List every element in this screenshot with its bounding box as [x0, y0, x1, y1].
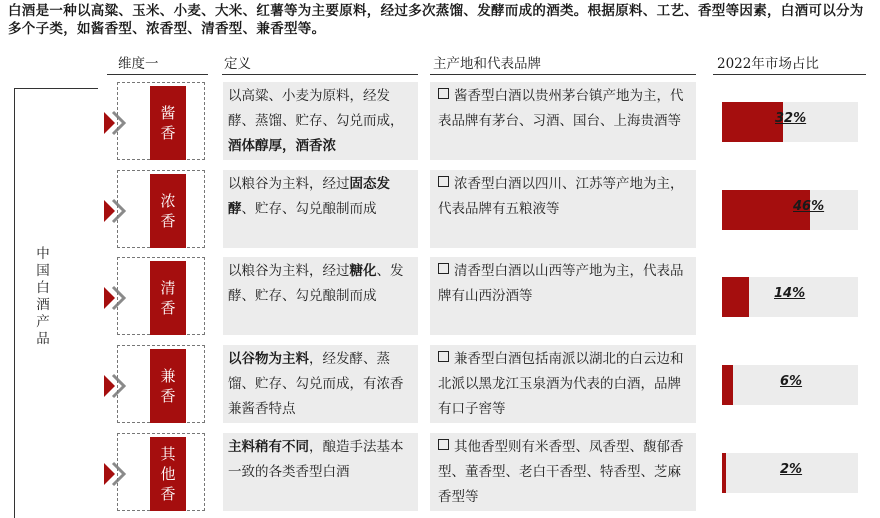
definition-cell: [223, 433, 418, 511]
definition-text: 酒体醇厚，酒香浓: [228, 138, 336, 154]
header-divider: [713, 74, 866, 75]
category-badge: [150, 261, 186, 335]
share-value-label: 2%: [780, 462, 803, 477]
header-divider: [222, 74, 418, 75]
category-name: 酱香: [160, 104, 176, 142]
definition-text: 、发酵、贮存、勾兑酿制而成: [228, 263, 404, 304]
definition-text: ，酿造手法基本一致的各类香型白酒: [228, 439, 404, 480]
definition-cell: [223, 82, 418, 160]
origin-cell: [430, 345, 696, 423]
origin-text: 酱香型白酒以贵州茅台镇产地为主，代表品牌有茅台、习酒、国台、上海贵酒等: [438, 88, 684, 129]
checkbox-bullet-icon: [438, 88, 449, 99]
checkbox-bullet-icon: [438, 176, 449, 187]
definition-cell: [223, 170, 418, 248]
share-bar-track: [722, 277, 858, 317]
share-bar-fill: [722, 453, 726, 493]
checkbox-bullet-icon: [438, 263, 449, 274]
definition-cell: [223, 257, 418, 335]
share-value-label: 14%: [774, 286, 806, 301]
origin-cell: [430, 257, 696, 335]
category-name: 浓香: [160, 192, 176, 230]
origin-cell: [430, 433, 696, 511]
definition-text: 固态发酵: [228, 176, 390, 217]
category-badge: [150, 349, 186, 423]
definition-text: 、贮存、勾兑酿制而成: [241, 201, 377, 217]
origin-text: 清香型白酒以山西等产地为主，代表品牌有山西汾酒等: [438, 263, 684, 304]
definition-text: 以谷物为主料: [228, 351, 309, 367]
definition-text: 以粮谷为主料，经过: [228, 263, 350, 279]
share-value-label: 6%: [780, 374, 803, 389]
share-bar-fill: [722, 365, 733, 405]
share-bar-track: [722, 453, 858, 493]
category-badge: [150, 437, 186, 511]
category-row: [0, 170, 880, 250]
origin-text: 兼香型白酒包括南派以湖北的白云边和北派以黑龙江玉泉酒为代表的白酒，品牌有口子窖等: [438, 351, 684, 417]
definition-text: 主料稍有不同: [228, 439, 309, 455]
definition-text: 以粮谷为主料，经过: [228, 176, 350, 192]
header-definition: 定义: [224, 56, 251, 72]
origin-cell: [430, 82, 696, 160]
share-cell: [713, 170, 866, 248]
share-cell: [713, 82, 866, 160]
header-divider: [107, 74, 208, 75]
share-cell: [713, 345, 866, 423]
definition-cell: [223, 345, 418, 423]
header-share: 2022年市场占比: [717, 56, 819, 72]
header-origin: 主产地和代表品牌: [433, 56, 541, 72]
origin-text: 其他香型则有米香型、凤香型、馥郁香型、董香型、老白干香型、特香型、芝麻香型等: [438, 439, 684, 505]
definition-text: 以高粱、小麦为原料，经发酵、蒸馏、贮存、勾兑而成，: [228, 88, 404, 129]
category-badge: [150, 86, 186, 160]
origin-cell: [430, 170, 696, 248]
checkbox-bullet-icon: [438, 439, 449, 450]
share-bar-track: [722, 190, 858, 230]
side-label: 中国白酒产品: [36, 246, 50, 347]
intro-text: 白酒是一种以高粱、玉米、小麦、大米、红薯等为主要原料，经过多次蒸馏、发酵而成的酒类。根据原料、工艺、香型等因素，白酒可以分为多个子类，如酱香型、浓香型、清香型、兼香型等。: [8, 3, 864, 37]
checkbox-bullet-icon: [438, 351, 449, 362]
category-row: [0, 433, 880, 513]
share-value-label: 46%: [793, 199, 825, 214]
category-name: 其他香: [160, 445, 176, 503]
category-name: 清香: [160, 279, 176, 317]
share-bar-track: [722, 102, 858, 142]
definition-text: ，经发酵、蒸馏、贮存、勾兑而成，有浓香兼酱香特点: [228, 351, 404, 417]
share-value-label: 32%: [775, 111, 807, 126]
header-divider: [430, 74, 696, 75]
header-dimension: 维度一: [118, 56, 159, 72]
category-row: [0, 82, 880, 162]
share-bar-fill: [722, 277, 749, 317]
share-cell: [713, 433, 866, 511]
category-row: [0, 345, 880, 425]
category-name: 兼香: [160, 367, 176, 405]
origin-text: 浓香型白酒以四川、江苏等产地为主，代表品牌有五粮液等: [438, 176, 684, 217]
category-row: [0, 257, 880, 337]
share-bar-fill: [722, 102, 783, 142]
share-cell: [713, 257, 866, 335]
definition-text: 糖化: [349, 263, 377, 279]
category-badge: [150, 174, 186, 248]
share-bar-track: [722, 365, 858, 405]
